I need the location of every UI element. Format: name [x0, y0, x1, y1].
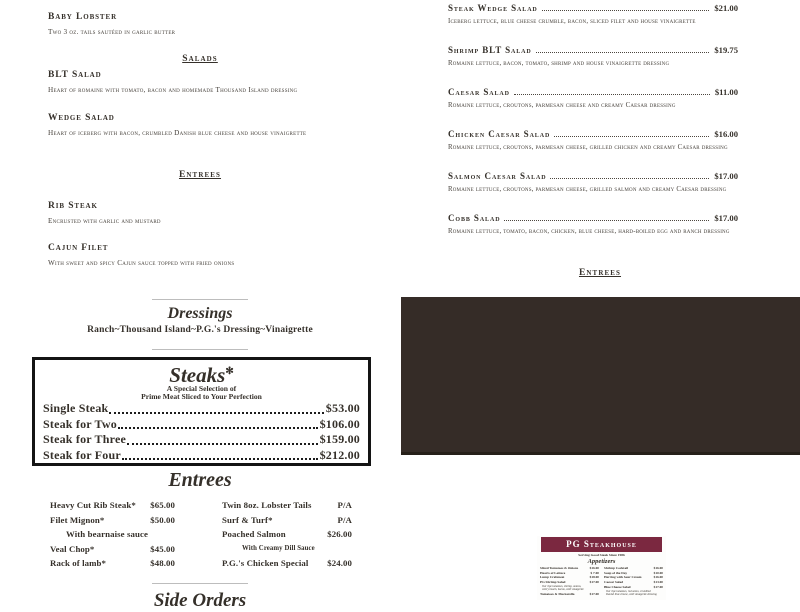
menu-item-row	[448, 171, 738, 181]
dressings-list: Ranch~Thousand Island~P.G.'s Dressing~Vinaigrette	[87, 325, 313, 335]
entree-row	[222, 556, 352, 571]
appetizer-label: Sliced Tomatoes & Onions	[540, 566, 579, 570]
dotted-leader	[550, 178, 709, 179]
dotted-leader	[122, 458, 318, 460]
menu-item-name: Caesar Salad	[448, 87, 510, 97]
menu-item-desc: Heart of romaine with tomato, bacon and homemade Thousand Island dressing	[48, 86, 298, 94]
divider-line	[152, 583, 248, 584]
appetizer-label: Lump Crabmeat	[540, 575, 565, 580]
menu-item-row	[448, 87, 738, 97]
left-menu-page	[0, 0, 400, 611]
entrees-table-title: Entrees	[168, 469, 232, 491]
entree-price: $48.00	[150, 558, 175, 569]
entree-row	[222, 513, 352, 528]
appetizer-price: $16.00	[653, 575, 663, 580]
menu-item-price: $17.00	[714, 171, 738, 181]
steaks-price-list	[43, 401, 360, 463]
steaks-special-box	[32, 357, 371, 466]
menu-item-rib-steak	[48, 201, 378, 225]
menu-page-thumbnail	[537, 536, 666, 600]
steaks-price-row	[43, 417, 360, 433]
menu-item-name: Steak Wedge Salad	[448, 3, 538, 13]
appetizer-price: $17.00	[589, 592, 599, 596]
dotted-leader	[536, 52, 710, 53]
steaks-row-price: $159.00	[319, 432, 360, 446]
appetizer-label: PG Shrimp Salad	[540, 580, 566, 585]
steaks-row-label: Steak for Two	[43, 416, 117, 431]
appetizer-price: $17.00	[653, 584, 663, 589]
steaks-price-row	[43, 448, 360, 464]
appetizers-left-column	[540, 566, 599, 597]
dotted-leader	[109, 412, 323, 414]
steaks-row-label: Single Steak	[43, 401, 109, 415]
appetizer-price: $16.00	[589, 566, 599, 570]
appetizer-label: Caesar Salad	[604, 580, 624, 585]
menu-item-row	[448, 129, 738, 139]
entree-label: Filet Mignon*	[50, 514, 105, 525]
appetizer-row	[604, 593, 663, 597]
entrees-table-left-column	[50, 498, 175, 571]
appetizer-price: $ 7.00	[590, 570, 599, 575]
menu-item-price: $19.75	[714, 45, 738, 55]
steakhouse-banner: PG Steakhouse	[541, 537, 662, 552]
appetizer-price: $18.00	[589, 575, 599, 580]
appetizer-label: Our ripe tomatoes, shrimp, onions,	[542, 584, 582, 588]
menu-item-name: Shrimp BLT Salad	[448, 45, 532, 55]
entree-row	[50, 498, 175, 513]
menu-item-desc: Two 3 oz. tails sautéed in garlic butter	[48, 28, 176, 36]
appetizer-price: $16.00	[653, 566, 663, 570]
steaks-row-price: $53.00	[325, 401, 360, 415]
menu-item-name: Cobb Salad	[448, 213, 501, 223]
menu-item-blt-salad	[48, 70, 378, 94]
menu-item	[448, 87, 738, 110]
menu-item-row	[448, 45, 738, 55]
appetizer-price: $13.00	[653, 580, 663, 585]
menu-item-desc: With sweet and spicy Cajun sauce topped with fried onions	[48, 259, 235, 267]
menu-item-baby-lobster	[48, 12, 378, 36]
menu-item-desc: Iceberg lettuce, blue cheese crumble, bacon, sliced filet and house vinaigrette	[448, 18, 696, 25]
menu-item-row	[448, 3, 738, 13]
menu-item-price: $17.00	[714, 213, 738, 223]
entree-label: Poached Salmon	[222, 529, 286, 540]
menu-item-name: Wedge Salad	[48, 113, 115, 123]
steaks-box-subtitle: Prime Meat Sliced to Your Perfection	[141, 392, 262, 401]
entree-label: Veal Chop*	[50, 543, 95, 554]
menu-item	[448, 3, 738, 26]
menu-item-name: BLT Salad	[48, 70, 102, 80]
steaks-row-price: $212.00	[319, 447, 360, 462]
appetizers-columns	[537, 565, 666, 597]
entree-row	[50, 542, 175, 557]
entrees-section-heading: Entrees	[178, 170, 222, 180]
menu-item-name: Rib Steak	[48, 201, 98, 211]
entree-price: $24.00	[327, 558, 352, 569]
steaks-box-title	[43, 362, 360, 385]
menu-item	[448, 45, 738, 68]
appetizers-right-column	[604, 566, 663, 597]
appetizers-heading: Appetizers	[587, 558, 616, 565]
entrees-table-right-column	[222, 498, 352, 571]
salads-price-list	[448, 3, 738, 255]
entree-row	[50, 527, 175, 542]
entree-row	[50, 513, 175, 528]
menu-item-name: Chicken Caesar Salad	[448, 129, 551, 139]
dotted-leader	[514, 94, 710, 95]
divider-line	[152, 299, 248, 300]
entree-price: P/A	[337, 514, 352, 525]
entree-label: P.G.'s Chicken Special	[222, 558, 309, 569]
appetizer-label: Danish blue cheese, with vinaigrette dressing	[606, 593, 657, 597]
menu-item-row	[448, 213, 738, 223]
menu-item-wedge-salad	[48, 113, 378, 137]
dressings-block	[0, 306, 400, 335]
menu-item-price: $21.00	[714, 3, 738, 13]
entree-label: Heavy Cut Rib Steak*	[50, 500, 136, 510]
salads-section-heading: Salads	[182, 54, 218, 64]
menu-item-name: Baby Lobster	[48, 12, 118, 22]
side-orders-heading-cutoff: Side Orders	[153, 590, 247, 611]
appetizer-label: Our ripe tomatoes, red onion, crumbled	[606, 589, 651, 593]
menu-item-name: Cajun Filet	[48, 243, 109, 253]
menu-item-price: $16.00	[714, 129, 738, 139]
steaks-row-price: $106.00	[319, 416, 360, 431]
appetizer-label: celery hearts, bacon, with vinaigrette	[542, 588, 584, 592]
entree-row	[222, 542, 352, 557]
banner-tagline: Serving Good Steak Since 1986	[578, 553, 625, 557]
dotted-leader	[118, 427, 318, 429]
entree-price: $45.00	[150, 543, 175, 554]
brown-cover-panel	[401, 297, 800, 455]
menu-item-desc: Heart of iceberg with bacon, crumbled Danish blue cheese and house vinaigrette	[48, 129, 307, 137]
steaks-title-text: Steaks	[169, 363, 226, 387]
steaks-row-label: Steak for Four	[43, 447, 121, 462]
dotted-leader	[127, 443, 318, 445]
appetizer-label: Soup of the Day	[604, 570, 628, 575]
menu-item-price: $11.00	[714, 87, 738, 97]
appetizer-label: Herring with Sour Cream	[604, 575, 642, 580]
menu-item	[448, 213, 738, 236]
menu-item-desc: Encrusted with garlic and mustard	[48, 217, 161, 225]
appetizer-label: Shrimp Cocktail	[604, 566, 629, 570]
entree-price: P/A	[337, 500, 352, 510]
dotted-leader	[504, 220, 709, 221]
menu-item-cajun-filet	[48, 243, 378, 267]
appetizer-label: Blue Cheese Salad	[604, 584, 631, 589]
entree-price: $50.00	[150, 514, 175, 525]
appetizer-label: Hearts of Lettuce	[540, 570, 566, 575]
entrees-section-heading: Entrees	[578, 268, 622, 278]
dotted-leader	[542, 10, 710, 11]
right-menu-page	[400, 0, 800, 600]
divider-line	[152, 349, 248, 350]
steaks-price-row	[43, 401, 360, 417]
flower-mark-icon: ✻	[225, 366, 234, 377]
appetizer-price: $17.00	[589, 580, 599, 585]
entree-label: With Creamy Dill Sauce	[242, 544, 315, 552]
entree-label: Twin 8oz. Lobster Tails	[222, 500, 312, 510]
entree-label: With bearnaise sauce	[66, 529, 148, 540]
menu-item-desc: Romaine lettuce, tomato, bacon, chicken, blue cheese, hard-boiled egg and ranch dressing	[448, 228, 730, 235]
menu-item	[448, 129, 738, 152]
entree-label: Surf & Turf*	[222, 514, 273, 525]
menu-item-desc: Romaine lettuce, croutons, parmesan cheese, grilled chicken and creamy Caesar dressing	[448, 144, 728, 151]
appetizer-label: Tomatoes & Mozzarella	[540, 592, 575, 596]
entree-row	[222, 527, 352, 542]
appetizer-row	[540, 592, 599, 597]
entree-price: $65.00	[150, 500, 175, 510]
menu-item-desc: Romaine lettuce, croutons, parmesan cheese and creamy Caesar dressing	[448, 102, 676, 109]
entree-row	[222, 498, 352, 513]
steaks-price-row	[43, 432, 360, 448]
menu-item-desc: Romaine lettuce, bacon, tomato, shrimp and house vinaigrette dressing	[448, 60, 670, 67]
steaks-box-subtitle: A Special Selection of	[166, 384, 237, 393]
menu-item-name: Salmon Caesar Salad	[448, 171, 547, 181]
menu-item	[448, 171, 738, 194]
dressings-title: Dressings	[167, 305, 233, 322]
menu-item-desc: Romaine lettuce, croutons, parmesan cheese, grilled salmon and creamy Caesar dressing	[448, 186, 727, 193]
entree-price: $26.00	[327, 529, 352, 540]
dotted-leader	[554, 136, 709, 137]
entree-label: Rack of lamb*	[50, 558, 107, 569]
entree-row	[50, 556, 175, 571]
appetizer-price: $10.00	[653, 570, 663, 575]
steaks-row-label: Steak for Three	[43, 432, 126, 446]
